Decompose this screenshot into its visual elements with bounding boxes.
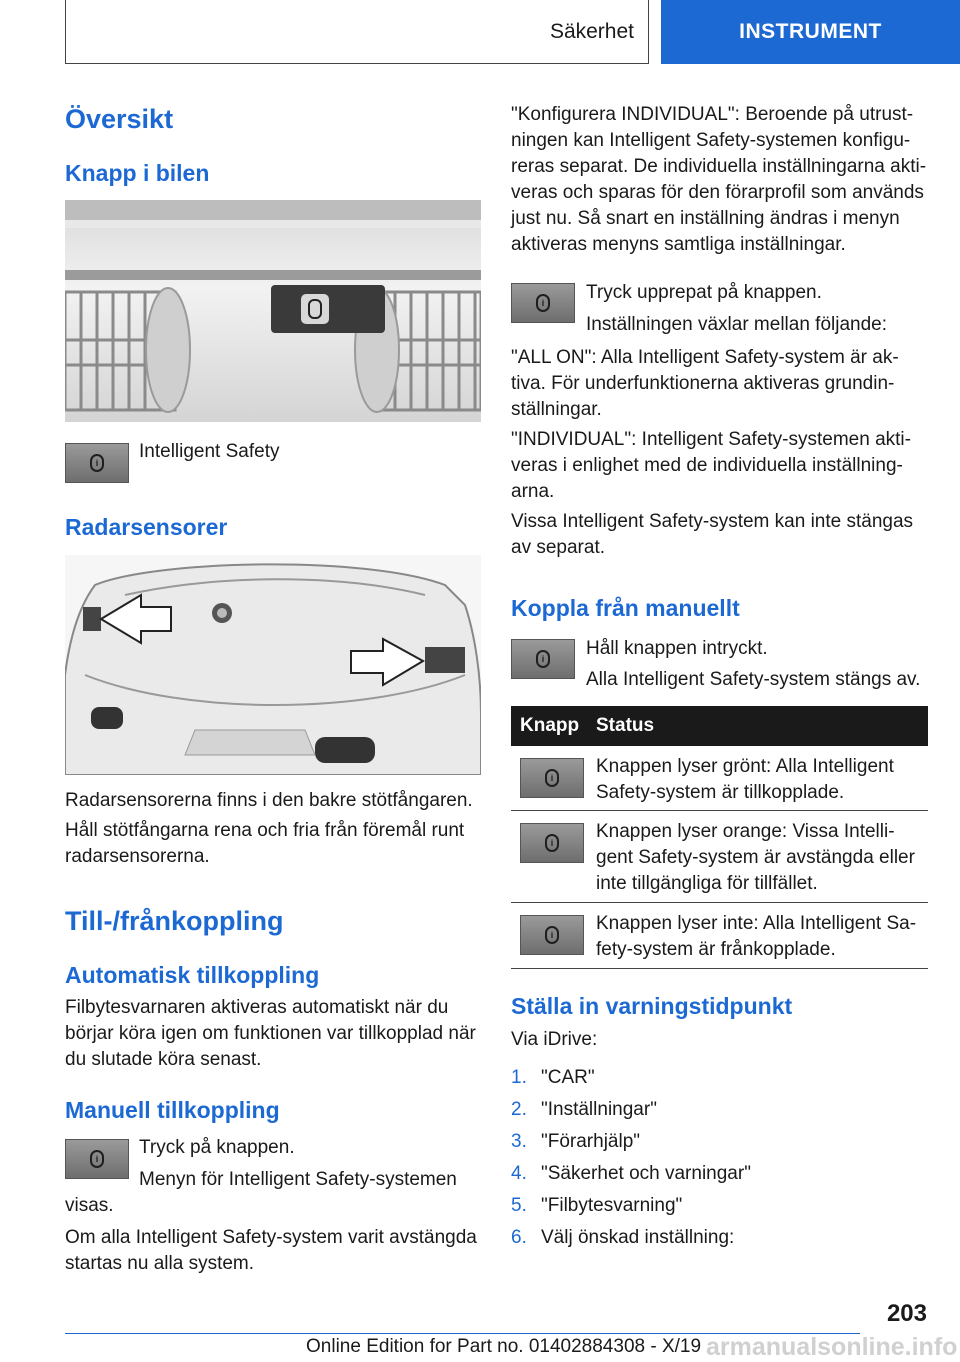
allon-text-line2: tiva. För underfunktionerna aktiveras grundin-	[511, 373, 895, 394]
list-text: "Inställningar"	[541, 1099, 657, 1120]
heading-automatisk-tillkoppling: Automatisk tillkoppling	[65, 962, 320, 988]
auto-text-line1: Filbytesvarnaren aktiveras automatiskt när du	[65, 997, 449, 1018]
auto-text-line3: du slutade köra senast.	[65, 1049, 262, 1070]
manual-p2-line2: startas nu alla system.	[65, 1253, 255, 1274]
list-number: 2.	[511, 1099, 527, 1120]
section-tab-label: Säkerhet	[549, 19, 634, 43]
config-text-line6: aktiveras menyns samtliga inställningar.	[511, 234, 846, 255]
table-row	[511, 903, 928, 969]
intelligent-safety-button-icon: i	[65, 1139, 129, 1179]
table-row-text: Knappen lyser inte: Alla Intelligent Sa-	[596, 913, 917, 934]
radar-text-2-line2: radarsensorerna.	[65, 846, 210, 867]
table-row	[511, 811, 928, 903]
off-text-line1: Håll knappen intryckt.	[586, 638, 768, 659]
press-text-line2: Inställningen växlar mellan följande:	[586, 314, 888, 335]
list-number: 4.	[511, 1163, 527, 1184]
press-text-line1: Tryck upprepat på knappen.	[586, 282, 822, 303]
table-row-text: Knappen lyser orange: Vissa Intelli-	[596, 821, 895, 842]
allon-text-line1: "ALL ON": Alla Intelligent Safety-system är ak-	[511, 347, 899, 368]
heading-stalla-in-varningstidpunkt: Ställa in varningstidpunkt	[511, 993, 793, 1019]
intelligent-safety-button-icon: i	[65, 443, 129, 483]
heading-till-frankoppling: Till-/frånkoppling	[65, 906, 284, 936]
individual-text-line2: veras i enlighet med de individuella inställning-	[511, 455, 903, 476]
off-text-line2: Alla Intelligent Safety-system stängs av.	[586, 669, 921, 690]
table-row-text: gent Safety-system är avstängda eller	[596, 847, 915, 868]
table-header-status: Status	[596, 715, 655, 736]
table-row-text: fety-system är frånkopplade.	[596, 939, 836, 960]
table-header	[511, 706, 928, 746]
list-text: "Filbytesvarning"	[541, 1195, 683, 1216]
config-text-line4: veras och sparas för den förarprofil som används	[511, 182, 924, 203]
heading-koppla-fran-manuellt: Koppla från manuellt	[511, 595, 740, 621]
chapter-tab	[661, 0, 960, 64]
table-row-text: Safety-system är tillkopplade.	[596, 782, 845, 803]
intelligent-safety-button-icon: i	[511, 639, 575, 679]
heading-manuell-tillkoppling: Manuell tillkoppling	[65, 1097, 280, 1123]
table-row	[511, 746, 928, 811]
button-off-icon: i	[520, 915, 584, 955]
list-text: "Förarhjälp"	[541, 1131, 641, 1152]
page-title: Översikt	[65, 104, 174, 134]
config-text-line5: just nu. Så snart en inställning ändras i menyn	[511, 208, 900, 229]
manual-text-line2: Menyn för Intelligent Safety-systemen	[139, 1169, 457, 1190]
individual-text-line1: "INDIVIDUAL": Intelligent Safety-systemen akti-	[511, 429, 911, 450]
list-text: "CAR"	[541, 1067, 595, 1088]
auto-text-line2: börjar köra igen om funktionen var tillkopplad när	[65, 1023, 476, 1044]
dashboard-button-photo	[65, 200, 481, 422]
section-tab	[65, 0, 649, 64]
list-number: 5.	[511, 1195, 527, 1216]
button-orange-icon: i	[520, 823, 584, 863]
footer-edition: Online Edition for Part no. 01402884308 - X/19	[306, 1336, 702, 1357]
individual-text-line3: arna.	[511, 481, 555, 502]
list-number: 6.	[511, 1227, 527, 1248]
list-number: 1.	[511, 1067, 527, 1088]
chapter-tab-label: INSTRUMENT	[739, 20, 882, 43]
heading-radarsensorer: Radarsensorer	[65, 514, 228, 540]
rear-bumper-illustration	[65, 555, 481, 775]
config-text-line1: "Konfigurera INDIVIDUAL": Beroende på utrust-	[511, 104, 914, 125]
manual-text-line3: visas.	[65, 1195, 114, 1216]
intelligent-safety-button-icon: i	[511, 283, 575, 323]
list-text: Välj önskad inställning:	[541, 1227, 735, 1248]
radar-text-2-line1: Håll stötfångarna rena och fria från föremål runt	[65, 820, 465, 841]
watermark: armanualsonline.info	[706, 1333, 958, 1361]
radar-text-1: Radarsensorerna finns i den bakre stötfångaren.	[65, 790, 473, 811]
manual-text-line1: Tryck på knappen.	[139, 1137, 295, 1158]
table-row-text: inte tillgängliga för tillfället.	[596, 873, 818, 894]
config-text-line2: ningen kan Intelligent Safety-systemen konfigu-	[511, 130, 911, 151]
table-header-knapp: Knapp	[520, 715, 580, 736]
manual-p2-line1: Om alla Intelligent Safety-system varit avstängda	[65, 1227, 477, 1248]
table-row-text: Knappen lyser grönt: Alla Intelligent	[596, 756, 894, 777]
via-idrive: Via iDrive:	[511, 1029, 598, 1050]
some-text-line1: Vissa Intelligent Safety-system kan inte stängas	[511, 511, 914, 532]
page-number: 203	[886, 1300, 927, 1327]
some-text-line2: av separat.	[511, 537, 605, 558]
allon-text-line3: ställningar.	[511, 399, 602, 420]
list-number: 3.	[511, 1131, 527, 1152]
button-caption: Intelligent Safety	[139, 441, 280, 462]
config-text-line3: reras separat. De individuella inställningarna akti-	[511, 156, 927, 177]
heading-knapp-i-bilen: Knapp i bilen	[65, 160, 210, 186]
list-text: "Säkerhet och varningar"	[541, 1163, 751, 1184]
button-green-icon: i	[520, 758, 584, 798]
status-table	[511, 706, 928, 969]
